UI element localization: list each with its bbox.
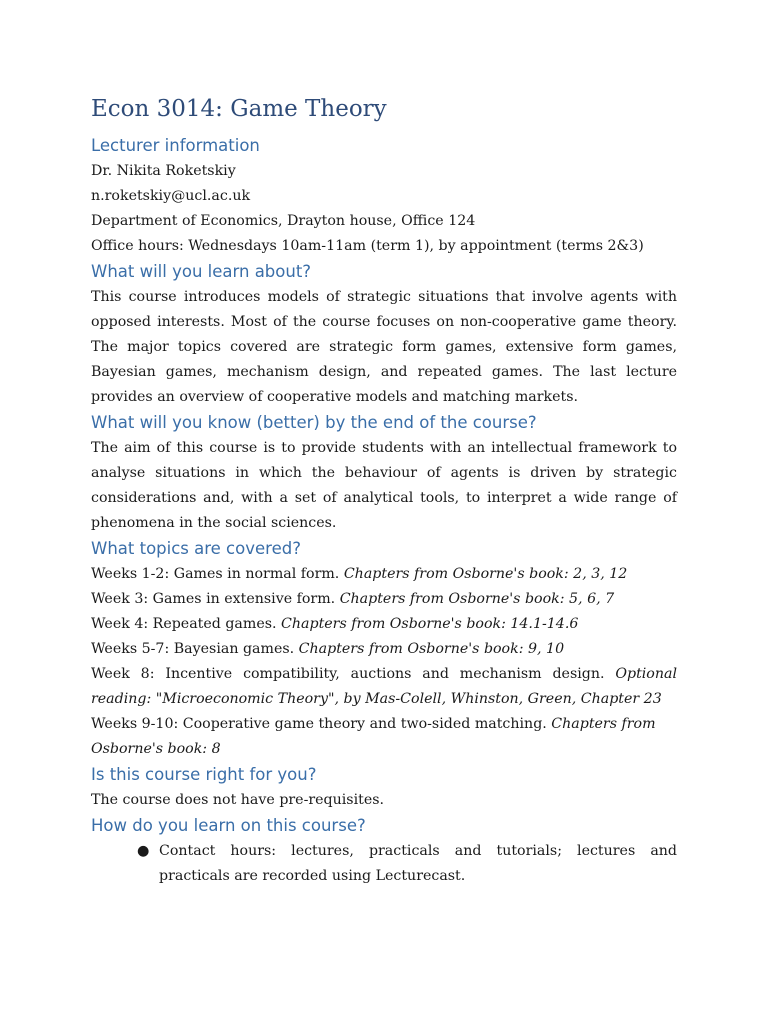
topic-item: Week 8: Incentive compatibility, auctions and mechanism design. Optional reading: "Microeconomic Theory", by Mas-Colell, Whinston, Green, Chapter 23 [91, 666, 677, 707]
topic-item: Week 4: Repeated games. Chapters from Osborne's book: 14.1-14.6 [91, 616, 579, 632]
topic-item: Week 3: Games in extensive form. Chapters from Osborne's book: 5, 6, 7 [91, 591, 615, 607]
bullet-icon: ● [137, 843, 150, 859]
right-for-you-heading: Is this course right for you? [91, 765, 317, 784]
list-item: ● Contact hours: lectures, practicals and tutorials; lectures and practicals are recorded using Lecturecast. [91, 839, 677, 889]
topic-item: Weeks 5-7: Bayesian games. Chapters from Osborne's book: 9, 10 [91, 641, 565, 657]
topic-item: Weeks 9-10: Cooperative game theory and two-sided matching. Chapters from Osborne's book: 8 [91, 716, 656, 757]
know-text: The aim of this course is to provide students with an intellectual framework to analyse situations in which the behaviour of agents is driven by strategic considerations and, with a set of analytical tools, to interpret a wide range of phenomena in the social sciences. [91, 440, 677, 531]
lecturer-name: Dr. Nikita Roketskiy [91, 163, 236, 179]
lecturer-heading: Lecturer information [91, 136, 260, 155]
lecturer-office-hours: Office hours: Wednesdays 10am-11am (term 1), by appointment (terms 2&3) [91, 238, 644, 254]
right-for-you-text: The course does not have pre-requisites. [91, 792, 385, 808]
learn-heading: What will you learn about? [91, 262, 312, 281]
topic-item: Weeks 1-2: Games in normal form. Chapters from Osborne's book: 2, 3, 12 [91, 566, 628, 582]
topics-list [91, 562, 677, 762]
document-page [91, 92, 677, 889]
how-learn-heading: How do you learn on this course? [91, 816, 366, 835]
lecturer-department: Department of Economics, Drayton house, Office 124 [91, 213, 476, 229]
learn-text: This course introduces models of strategic situations that involve agents with opposed interests. Most of the course focuses on non-cooperative game theory. The major topics covered are strategic form games, extensive form games, Bayesian games, mechanism design, and repeated games. The last lecture provides an overview of cooperative models and matching markets. [91, 289, 677, 405]
know-heading: What will you know (better) by the end of the course? [91, 413, 537, 432]
topics-heading: What topics are covered? [91, 539, 301, 558]
page-title: Econ 3014: Game Theory [91, 96, 387, 122]
lecturer-email: n.roketskiy@ucl.ac.uk [91, 188, 251, 204]
how-learn-list [91, 839, 677, 889]
